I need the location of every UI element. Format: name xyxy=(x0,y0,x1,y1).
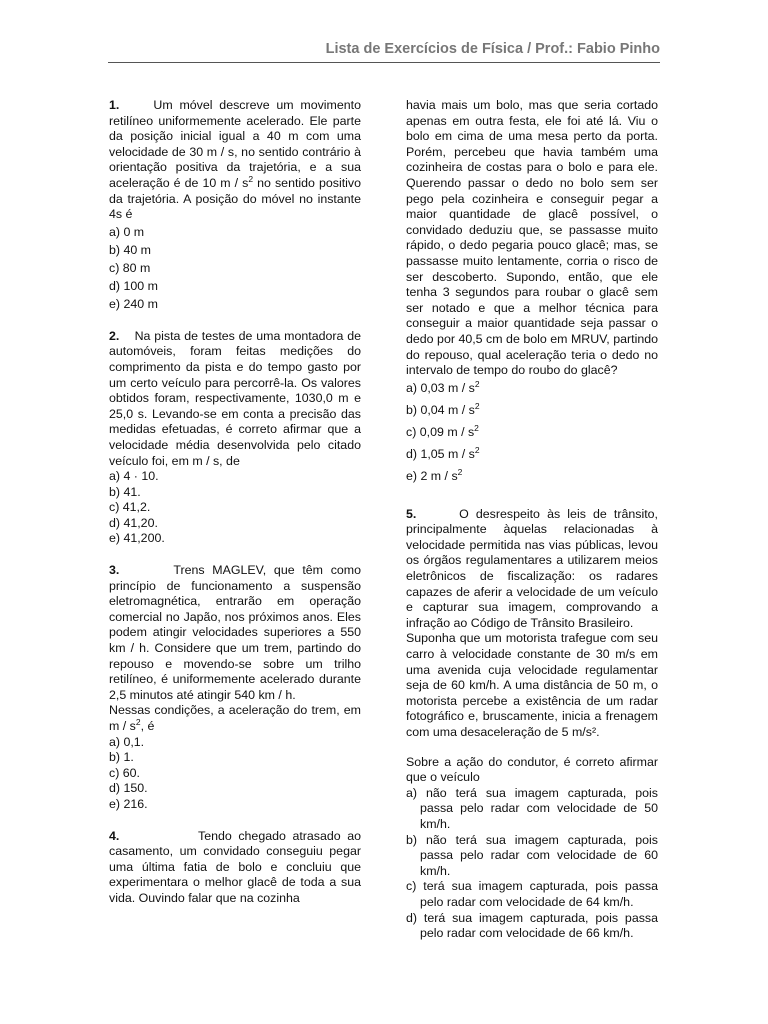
question-1-text: 1. Um móvel descreve um movimento retilíneo uniformemente acelerado. Ele parte da posição inicial igual a 40 m com uma velocidade de 30 m / s, no sentido contrário à orientação positiva da trajetória, e a sua aceleração é de 10 m / $s^2$ no sentido positivo da trajetória. A posição do móvel no instante 4s é xyxy=(109,98,362,222)
question-4-text: 4. Tendo chegado atrasado ao casamento, um convidado conseguiu pegar uma última fatia de bolo e concluiu que experimentara o melhor glacê de toda a sua vida. Ouvindo falar que na cozinha xyxy=(109,828,362,905)
page-header xyxy=(108,40,660,63)
right-column xyxy=(406,98,658,958)
question-2-text: 2. Na pista de testes de uma montadora de automóveis, foram feitas medições do comprimento da pista e do tempo gasto por um certo veículo para percorrê-la. Os valores obtidos foram, respectivamente, 1030,0 m e 25,0 s. Levando-se em conta a precisão das medidas efetuadas, é correto afirmar que a velocidade média desenvolvida pelo citado veículo foi, em m / s, de xyxy=(109,328,361,468)
option: c) 41,2. xyxy=(109,500,151,515)
option: c) terá sua imagem capturada, pois passa pelo radar com velocidade de 64 km/h. xyxy=(406,879,658,909)
question-number: 3. xyxy=(109,563,120,578)
question-4-text-continued: havia mais um bolo, mas que seria cortado apenas em outra festa, ele foi até lá. Viu o bolo em cima de uma mesa perto da porta. Porém, percebeu que havia também uma cozinheira de costas para o bolo e para ele. Querendo passar o dedo no bolo sem ser pego pela cozinheira e conseguir pegar a maior quantidade de glacê possível, o convidado deduziu que, se passasse muito rápido, o dedo pegaria pouco glacê; mas, se passasse muito lentamente, corria o risco de ser descoberto. Supondo, então, que ele tenha 3 segundos para roubar o glacê sem ser notado e que a melhor técnica para conseguir a maior quantidade seja passar o dedo por 40,5 cm de bolo em MRUV, partindo do repouso, qual aceleração teria o dedo no intervalo de tempo do roubo do glacê? xyxy=(406,98,658,378)
option: d) terá sua imagem capturada, pois passa pelo radar com velocidade de 66 km/h. xyxy=(406,910,658,941)
question-4-options xyxy=(406,379,658,485)
option: d) 1,05 m / $s^2$ xyxy=(406,444,480,461)
option: e) 240 m xyxy=(109,296,158,311)
option: b) 0,04 m / $s^2$ xyxy=(406,400,480,417)
option: b) não terá sua imagem capturada, pois passa pelo radar com velocidade de 60 km/h. xyxy=(406,832,658,878)
question-3 xyxy=(109,563,361,813)
question-5-text: 5. O desrespeito às leis de trânsito, principalmente àquelas relacionadas à velocidade permitida nas vias públicas, levou os órgãos regulamentares a utilizarem meios eletrônicos de fiscalização: os radares capazes de aferir a velocidade de um veículo e capturar sua imagem, comprovando a infração ao Código de Trânsito Brasileiro. xyxy=(406,506,659,630)
option: a) 4 · 10. xyxy=(109,469,159,484)
question-1 xyxy=(109,98,361,313)
option: c) 80 m xyxy=(109,260,151,275)
option: d) 41,20. xyxy=(109,515,158,530)
question-4-start xyxy=(109,829,361,907)
question-3-text: 3. Trens MAGLEV, que têm como princípio de funcionamento a suspensão eletromagnética, entrarão em operação comercial no Japão, nos próximos anos. Eles podem atingir velocidades superiores a 550 km / h. Considere que um trem, partindo do repouso e movendo-se sobre um trilho retilíneo, é uniformemente acelerado durante 2,5 minutos até atingir 540 km / h. xyxy=(109,563,361,702)
option: a) 0,03 m / $s^2$ xyxy=(406,378,480,395)
option: b) 1. xyxy=(109,750,134,765)
option: b) 41. xyxy=(109,484,141,499)
question-5-options xyxy=(406,786,658,942)
question-1-options xyxy=(109,223,361,313)
option: c) 0,09 m / $s^2$ xyxy=(406,422,479,439)
question-number: 1. xyxy=(109,98,120,112)
option: a) não terá sua imagem capturada, pois passa pelo radar com velocidade de 50 km/h. xyxy=(406,785,658,831)
option: e) 216. xyxy=(109,796,148,811)
option: a) 0,1. xyxy=(109,734,145,749)
question-3-text-2: Nessas condições, a aceleração do trem, em m / $s^2$, é xyxy=(109,703,361,733)
option: d) 100 m xyxy=(109,278,158,293)
question-3-options xyxy=(109,735,361,813)
question-number: 5. xyxy=(406,506,417,521)
question-2 xyxy=(109,329,361,547)
question-number: 4. xyxy=(109,828,120,843)
question-number: 2. xyxy=(109,328,120,343)
question-4-continued xyxy=(406,98,658,485)
question-5-text-2: Suponha que um motorista trafegue com seu carro à velocidade constante de 30 m/s em uma avenida cuja velocidade regulamentar seja de 60 km/h. A uma distância de 50 m, o motorista percebe a existência de um radar fotográfico e, bruscamente, inicia a frenagem com uma desaceleração de 5 m/s². xyxy=(406,631,658,739)
option: d) 150. xyxy=(109,781,148,796)
option: e) 2 m / $s^2$ xyxy=(406,466,463,483)
option: b) 40 m xyxy=(109,242,152,257)
question-5-text-3: Sobre a ação do condutor, é correto afirmar que o veículo xyxy=(406,754,658,785)
header-title: Lista de Exercícios de Física / Prof.: Fabio Pinho xyxy=(325,41,660,57)
option: c) 60. xyxy=(109,765,140,780)
option: a) 0 m xyxy=(109,224,145,239)
question-2-options xyxy=(109,469,361,547)
left-column xyxy=(109,98,361,923)
option: e) 41,200. xyxy=(109,531,165,546)
question-5 xyxy=(406,507,658,942)
